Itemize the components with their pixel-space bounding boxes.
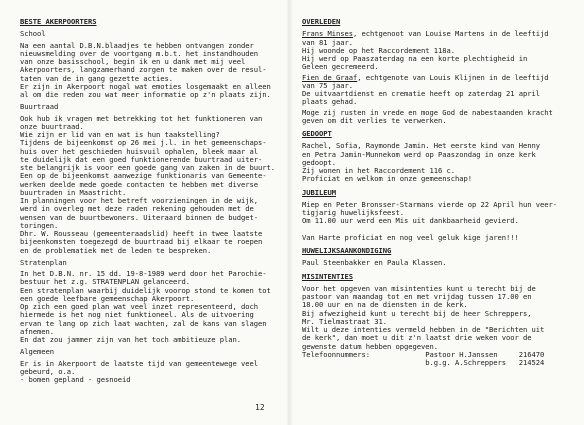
huwelijk-paragraph — [302, 259, 572, 267]
school-line: nieuwsmelding over de voortgang m.b.t. het instandhouden — [20, 49, 258, 58]
school-paragraph — [20, 42, 278, 100]
school-line: Akerpoorters, langzamerhand zorgen te maken over de resul- — [20, 66, 267, 75]
buurtraad-line: Tijdens de bijeenkomst op 26 mei j.l. in het gemeenschaps- — [20, 139, 267, 148]
signature-line: b.g.g. A.Schreppers 214524 — [302, 359, 545, 367]
left-column — [20, 18, 278, 425]
school-line: Na een aantal D.B.N.blaadjes te hebben ontvangen zonder — [20, 41, 254, 50]
gedoopt-line: gedoopt. — [302, 158, 336, 167]
overleden-line: plaats gehad. — [302, 98, 358, 107]
stratenplan-line: Op zich een goed plan wat veel inzet representeerd, doch — [20, 303, 258, 311]
buurtraad-line: ste belangrijk is voor een goede gang van zaken in de buurt. — [20, 164, 275, 172]
buurtraad-line: buurtraden in Maastricht. — [20, 188, 127, 197]
algemeen-paragraph — [20, 360, 278, 385]
misintenties-line: Mr. Tielmastraat 31. — [302, 317, 387, 326]
overleden-heading: OVERLEDEN — [302, 18, 341, 26]
misintenties-paragraph — [302, 285, 572, 351]
overleden-line: Hij werd op Paaszaterdag na een korte plechtigheid in — [302, 55, 528, 63]
jubileum-paragraph — [302, 201, 572, 242]
school-heading: School — [20, 30, 46, 39]
buurtraad-line: te duidelijk dat een goed funktionerende buurtraad uiter- — [20, 155, 263, 164]
gedoopt-line: Zij wonen in het Raccordement 116 c. — [302, 167, 455, 175]
left-title: BESTE AKERPOORTERS — [20, 18, 97, 26]
school-line: Er zijn in Akerpoort nogal wat emoties losgemaakt en alleen — [20, 82, 271, 91]
misintenties-line: gewenste datum hebben opgegeven. — [302, 342, 438, 351]
overleden-paragraph-2 — [302, 74, 572, 107]
buurtraad-line: wensen van de buurtbewoners. Uiteraard binnen de budget- — [20, 213, 258, 222]
overleden-closing-line: geven om dit verlies te verwerken. — [302, 116, 447, 125]
gedoopt-line: en Petra Jamin-Munnekom werd op Paaszondag in onze kerk — [302, 150, 536, 159]
buurtraad-line: bijeenkomsten toegezegd de buurtraad bij elkaar te roepen — [20, 238, 263, 247]
stratenplan-paragraph — [20, 270, 278, 344]
stratenplan-line: een goede leefbare gemeenschap Akerpoort. — [20, 294, 195, 303]
buurtraad-line: huis over het geschieden huisvuil ophalen, bleek maar al — [20, 147, 258, 156]
buurtraad-line: toringen. — [20, 221, 59, 230]
algemeen-heading: Algemeen — [20, 348, 54, 357]
overleden-closing — [302, 109, 572, 126]
school-line: taten van de in gang gezette acties. — [20, 74, 173, 83]
algemeen-line: gebeurd, o.a. — [20, 367, 76, 376]
school-line: al om die reden zou wat meer informatie op z'n plaats zijn. — [20, 91, 271, 99]
algemeen-line: - bomen gepland - gesnoeid — [20, 376, 131, 384]
misintenties-line: pastoor van maandag tot en met vrijdag tussen 17.00 en — [302, 293, 532, 301]
jubileum-heading: JUBILEUM — [302, 188, 336, 197]
overleden-line: Fien de Graaf, echtgenote van Louis Klijnen in de leeftijd — [302, 73, 549, 82]
misintenties-line: Wilt u deze intenties vermeld hebben in de "Berichten uit — [302, 326, 545, 334]
stratenplan-heading: Stratenplan — [20, 258, 67, 267]
overleden-closing-line: Moge zij rusten in vrede en moge God de nabestaanden kracht — [302, 108, 553, 117]
page-number: 12 — [255, 403, 265, 412]
stratenplan-line: bestuur het z.g. STRATENPLAN gelanceerd. — [20, 278, 190, 287]
misintenties-line: 18.00 uur en na de diensten in de kerk. — [302, 301, 468, 310]
buurtraad-paragraph — [20, 115, 278, 255]
jubileum-line: Van Harte proficiat en nog veel geluk kige jaren!!! — [302, 233, 519, 242]
stratenplan-line: In het D.B.N. nr. 15 dd. 19-8-1989 werd door het Parochie- — [20, 270, 267, 278]
misintenties-heading: MISINTENTIES — [302, 272, 353, 281]
gedoopt-heading: GEDOOPT — [302, 130, 332, 138]
buurtraad-line: Ook hub ik vragen met betrekking tot het funktioneren van — [20, 114, 263, 123]
huwelijk-line: Paul Steenbakker en Paula Klassen. — [302, 259, 447, 268]
buurtraad-heading: Buurtraad — [20, 103, 59, 112]
stratenplan-line: Een stratenplan waarbij duidelijk voorop stond te komen tot — [20, 286, 271, 295]
misintenties-line: de kerk", dan moet u dit z'n laatst drie weken voor de — [302, 334, 532, 343]
buurtraad-line: Dhr. W. Rousseau (gemeenteraadslid) heeft in twee laatste — [20, 230, 263, 238]
stratenplan-line: En dat zou jammer zijn van het toch ambitieuze plan. — [20, 336, 241, 344]
right-column — [302, 18, 572, 425]
gedoopt-paragraph — [302, 142, 572, 183]
jubileum-line: Om 11.00 uur werd een Mis uit dankbaarheid gevierd. — [302, 217, 519, 226]
overleden-paragraph-1 — [302, 30, 572, 71]
signature-line: Telefoonnummers: Pastoor H.Janssen 216470 — [302, 350, 545, 359]
jubileum-line: Miep en Peter Bronsser-Starmans vierde op 22 April hun veer- — [302, 200, 557, 209]
buurtraad-line: werken deelde mede goede contacten te hebben met diverse — [20, 180, 258, 189]
overleden-line: Geleen gecremeerd. — [302, 63, 379, 72]
stratenplan-line: ervan te lang op zich laat wachten, zal de kans van slagen — [20, 319, 267, 328]
huwelijk-heading: HUWELIJKSAANKONDIGING — [302, 247, 392, 255]
misintenties-line: Voor het opgeven van misintenties kunt u terecht bij de — [302, 284, 536, 293]
stratenplan-line: afnemen. — [20, 327, 54, 336]
buurtraad-line: onze buurtraad. — [20, 122, 84, 131]
gedoopt-line: Proficiat en welkom in onze gemeenschap! — [302, 175, 472, 184]
buurtraad-line: en de problematiek met de leden te bespreken. — [20, 246, 212, 255]
overleden-line: Hij woonde op het Raccordement 118a. — [302, 46, 455, 55]
school-line: van onze basisschool, begin ik en u dank met mij veel — [20, 58, 246, 66]
algemeen-line: Er is in Akerpoort de laatste tijd van gemeentewege veel — [20, 359, 258, 368]
overleden-line: Frans Minses, echtgenoot van Louise Martens in de leeftijd — [302, 30, 549, 39]
signature-block — [302, 351, 572, 368]
buurtraad-line: Een op de bijeenkomst aanwezige funktionaris van Gemeente- — [20, 172, 267, 181]
jubileum-line: tigjarig huwelijksfeest. — [302, 209, 404, 217]
gedoopt-line: Rachel, Sofia, Raymonde Jamin. Het eerste kind van Henny — [302, 142, 540, 151]
buurtraad-line: In planningen voor het betreft voorzieningen in de wijk, — [20, 197, 258, 205]
misintenties-line: Bij afwezigheid kunt u terecht bij de heer Schreppers, — [302, 309, 532, 318]
jubileum-line — [302, 226, 572, 234]
overleden-line: van 81 jaar. — [302, 38, 353, 47]
buurtraad-line: werd in overleg met deze raden rekening gehouden met de — [20, 205, 254, 214]
overleden-line: van 75 jaar. — [302, 81, 353, 90]
buurtraad-line: Wie zijn er lid van en wat is hun taakstelling? — [20, 131, 220, 139]
stratenplan-line: hiermede is het nog niet funktioneel. Als de uitvoering — [20, 311, 254, 320]
overleden-line: De uitvaartdienst en crematie heeft op zaterdag 21 april — [302, 90, 540, 98]
